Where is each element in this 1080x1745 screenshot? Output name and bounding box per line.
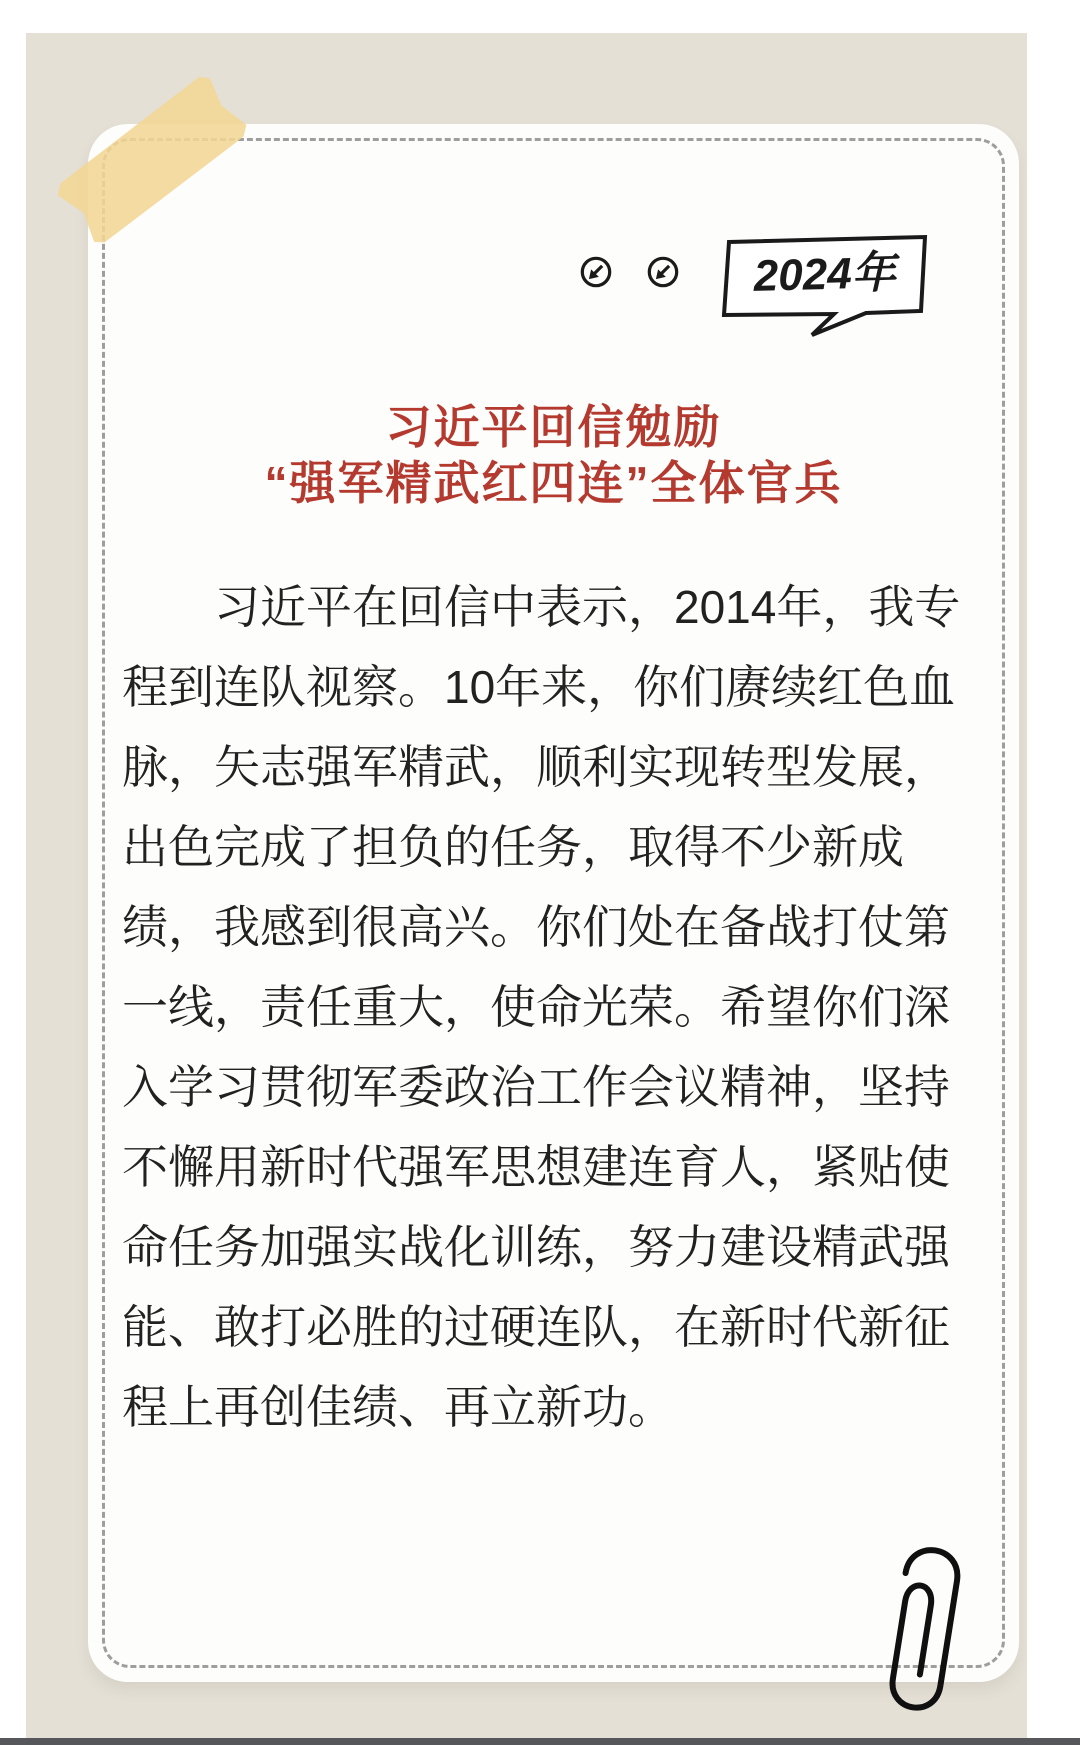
body-line: 命任务加强实战化训练，努力建设精武强 bbox=[122, 1221, 950, 1273]
body-line: 一线，责任重大，使命光荣。希望你们深 bbox=[122, 981, 950, 1033]
year-speech-bubble bbox=[715, 225, 930, 345]
body-line: 出色完成了担负的任务，取得不少新成 bbox=[122, 821, 904, 873]
body-line: 习近平在回信中表示，2014年，我专 bbox=[122, 581, 961, 633]
down-left-arrow-icon bbox=[646, 255, 680, 289]
paperclip-icon bbox=[870, 1524, 970, 1734]
article-title-line2: “强军精武红四连”全体官兵 bbox=[264, 457, 843, 509]
body-line: 绩，我感到很高兴。你们处在备战打仗第 bbox=[122, 901, 950, 953]
body-line: 不懈用新时代强军思想建连育人，紧贴使 bbox=[122, 1141, 950, 1193]
bottom-bar bbox=[0, 1738, 1080, 1745]
down-left-arrow-icon bbox=[579, 255, 613, 289]
body-line: 入学习贯彻军委政治工作会议精神，坚持 bbox=[122, 1061, 950, 1113]
body-line: 脉，矢志强军精武，顺利实现转型发展， bbox=[122, 741, 950, 793]
body-line: 能、敢打必胜的过硬连队，在新时代新征 bbox=[122, 1301, 950, 1353]
letter-body bbox=[122, 567, 962, 1447]
article-title-line1: 习近平回信勉励 bbox=[385, 401, 722, 453]
year-label: 2024年 bbox=[753, 248, 897, 301]
body-line: 程上再创佳绩、再立新功。 bbox=[122, 1381, 674, 1433]
article-title bbox=[88, 399, 1019, 511]
body-line: 程到连队视察。10年来，你们赓续红色血 bbox=[122, 661, 956, 713]
